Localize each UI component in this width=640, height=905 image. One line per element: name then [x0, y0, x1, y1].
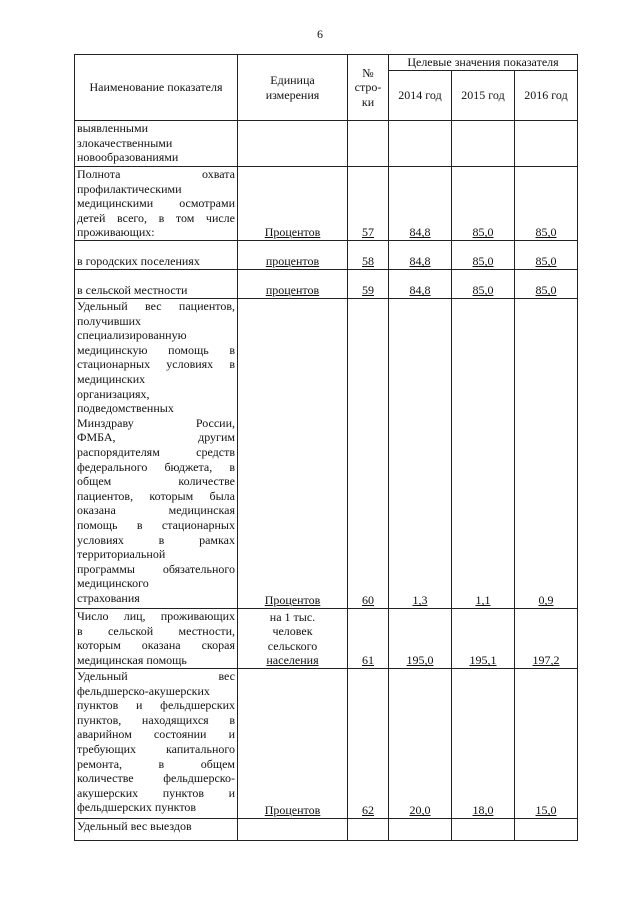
unit-line: населения	[266, 653, 319, 668]
target-value: 84,8	[409, 254, 431, 269]
indicator-name	[75, 241, 238, 270]
target-value: 18,0	[472, 803, 494, 818]
value-cell-2014	[389, 270, 452, 299]
indicator-name-line: которым оказана скорая	[77, 638, 235, 653]
indicator-name-line: профилактическими	[77, 181, 182, 196]
target-value: 20,0	[409, 803, 431, 818]
value-cell-2014	[389, 609, 452, 669]
unit-text: процентов	[265, 283, 320, 298]
row-number-cell	[348, 819, 389, 841]
target-value: 85,0	[472, 225, 494, 240]
row-number-cell	[348, 669, 389, 819]
target-value: 85,0	[472, 283, 494, 298]
row-number: 57	[362, 225, 374, 240]
target-value: 85,0	[472, 254, 494, 269]
target-value: 85,0	[535, 225, 557, 240]
header-row-number	[348, 55, 389, 121]
indicator-name-line: в сельской местности	[77, 283, 188, 298]
indicator-name-line: условиях в рамках	[77, 532, 235, 547]
indicator-name	[75, 669, 238, 819]
indicator-name-line: в городских поселениях	[77, 254, 200, 269]
value-cell-2016	[515, 299, 578, 609]
target-value: 1,3	[412, 593, 428, 608]
indicator-name-line: пунктов и фельдшерских	[77, 698, 235, 713]
target-value: 85,0	[535, 283, 557, 298]
unit-text: процентов	[265, 254, 320, 269]
table-row	[75, 299, 578, 609]
indicator-name-line: Число лиц, проживающих	[77, 609, 235, 623]
table-row	[75, 609, 578, 669]
indicator-name-line: страхования	[77, 590, 140, 605]
value-cell-2015	[452, 299, 515, 609]
indicator-name-line: программы обязательного	[77, 561, 235, 576]
indicator-name-line: в сельской местности,	[77, 623, 235, 638]
header-year-2016: 2016 год	[515, 71, 578, 121]
indicator-name-line: организациях,	[77, 386, 150, 401]
table-row	[75, 241, 578, 270]
indicator-name-line: стационарных условиях в	[77, 357, 235, 372]
indicator-name-line: специализированную	[77, 328, 187, 343]
row-number: 60	[362, 593, 374, 608]
unit-cell	[238, 270, 348, 299]
unit-line: сельского	[267, 638, 318, 653]
indicator-name-line: Удельный вес пациентов,	[77, 299, 235, 313]
unit-cell	[238, 819, 348, 841]
table-row	[75, 819, 578, 841]
header-year-2014: 2014 год	[389, 71, 452, 121]
value-cell-2014	[389, 819, 452, 841]
indicator-name-line: медицинского	[77, 576, 149, 591]
row-number-cell	[348, 299, 389, 609]
indicators-table	[74, 54, 578, 841]
row-number: 61	[362, 653, 374, 668]
value-cell-2015	[452, 241, 515, 270]
indicator-name-line: ремонта, в общем	[77, 756, 235, 771]
indicator-name-line: распорядителям средств	[77, 444, 235, 459]
indicator-name-line: фельдшерских пунктов	[77, 800, 197, 815]
target-value: 0,9	[538, 593, 554, 608]
indicator-name	[75, 299, 238, 609]
indicator-name-line: пунктов, находящихся в	[77, 712, 235, 727]
indicator-name-line: аварийном состоянии и	[77, 727, 235, 742]
row-number: 59	[362, 283, 374, 298]
value-cell-2014	[389, 241, 452, 270]
unit-text: Процентов	[264, 593, 321, 608]
target-value: 197,2	[532, 653, 560, 668]
value-cell-2014	[389, 669, 452, 819]
unit-line: на 1 тыс.	[269, 609, 316, 624]
table-row	[75, 270, 578, 299]
header-unit-text: Единица измерения	[265, 72, 320, 102]
indicator-name-line: требующих капитального	[77, 741, 235, 756]
value-cell-2015	[452, 819, 515, 841]
indicator-name-line: медицинскую помощь в	[77, 342, 235, 357]
indicator-name-line: оказана медицинская	[77, 503, 235, 518]
header-indicator-name: Наименование показателя	[75, 55, 238, 121]
indicator-name-line: получивших	[77, 313, 142, 328]
value-cell-2014	[389, 167, 452, 241]
unit-text: Процентов	[264, 225, 321, 240]
row-number-cell	[348, 270, 389, 299]
unit-cell	[238, 167, 348, 241]
value-cell-2014	[389, 299, 452, 609]
indicator-name-line: выявленными	[77, 121, 148, 135]
unit-cell	[238, 669, 348, 819]
unit-cell	[238, 121, 348, 167]
target-value: 195,0	[406, 653, 434, 668]
unit-text: Процентов	[264, 803, 321, 818]
value-cell-2014	[389, 121, 452, 167]
value-cell-2016	[515, 270, 578, 299]
value-cell-2016	[515, 241, 578, 270]
row-number-cell	[348, 609, 389, 669]
indicator-name	[75, 121, 238, 167]
indicator-name-line: помощь в стационарных	[77, 517, 235, 532]
indicator-name-line: Минздраву России,	[77, 415, 235, 430]
value-cell-2016	[515, 121, 578, 167]
indicator-name-line: Удельный вес выездов	[77, 819, 192, 833]
target-value: 84,8	[409, 283, 431, 298]
value-cell-2015	[452, 167, 515, 241]
value-cell-2015	[452, 669, 515, 819]
table-body	[75, 121, 578, 841]
indicator-name-line: фельдшерско-акушерских	[77, 683, 210, 698]
unit-line: человек	[272, 624, 313, 639]
indicator-name-line: общем количестве	[77, 474, 235, 489]
indicator-name-line: ФМБА, другим	[77, 430, 235, 445]
indicator-name-line: проживающих:	[77, 225, 155, 240]
unit-cell	[238, 241, 348, 270]
unit-cell	[238, 299, 348, 609]
table-row	[75, 167, 578, 241]
value-cell-2015	[452, 121, 515, 167]
header-unit	[238, 55, 348, 121]
value-cell-2016	[515, 819, 578, 841]
value-cell-2016	[515, 669, 578, 819]
indicator-name-line: количестве фельдшерско-	[77, 771, 235, 786]
indicator-name	[75, 270, 238, 299]
indicator-name-line: Полнота охвата	[77, 167, 235, 181]
unit-cell	[238, 609, 348, 669]
indicator-name-line: федерального бюджета, в	[77, 459, 235, 474]
indicator-name	[75, 609, 238, 669]
row-number-cell	[348, 121, 389, 167]
header-year-2015: 2015 год	[452, 71, 515, 121]
table-row	[75, 121, 578, 167]
target-value: 195,1	[469, 653, 497, 668]
indicator-name-line: медицинскими осмотрами	[77, 196, 235, 211]
target-value: 85,0	[535, 254, 557, 269]
row-number: 58	[362, 254, 374, 269]
value-cell-2016	[515, 609, 578, 669]
page-number: 6	[317, 27, 323, 41]
value-cell-2015	[452, 270, 515, 299]
indicator-name	[75, 819, 238, 841]
header-target-values: Целевые значения показателя	[389, 55, 578, 71]
indicator-name-line: территориальной	[77, 547, 166, 562]
indicator-name-line: медицинских	[77, 371, 146, 386]
indicator-name-line: акушерских пунктов и	[77, 785, 235, 800]
indicator-name-line: медицинская помощь	[77, 652, 187, 667]
indicator-name	[75, 167, 238, 241]
indicator-name-line: подведомственных	[77, 401, 174, 416]
header-row-number-text: № стро-ки	[354, 65, 382, 109]
row-number-cell	[348, 241, 389, 270]
indicator-name-line: пациентов, которым была	[77, 488, 235, 503]
value-cell-2015	[452, 609, 515, 669]
row-number: 62	[362, 803, 374, 818]
indicator-name-line: Удельный вес	[77, 669, 235, 683]
target-value: 15,0	[535, 803, 557, 818]
indicator-name-line: детей всего, в том числе	[77, 210, 235, 225]
target-value: 1,1	[475, 593, 491, 608]
indicator-name-line: злокачественными	[77, 135, 173, 150]
target-value: 84,8	[409, 225, 431, 240]
indicator-name-line: новообразованиями	[77, 150, 179, 165]
row-number-cell	[348, 167, 389, 241]
table-row	[75, 669, 578, 819]
value-cell-2016	[515, 167, 578, 241]
